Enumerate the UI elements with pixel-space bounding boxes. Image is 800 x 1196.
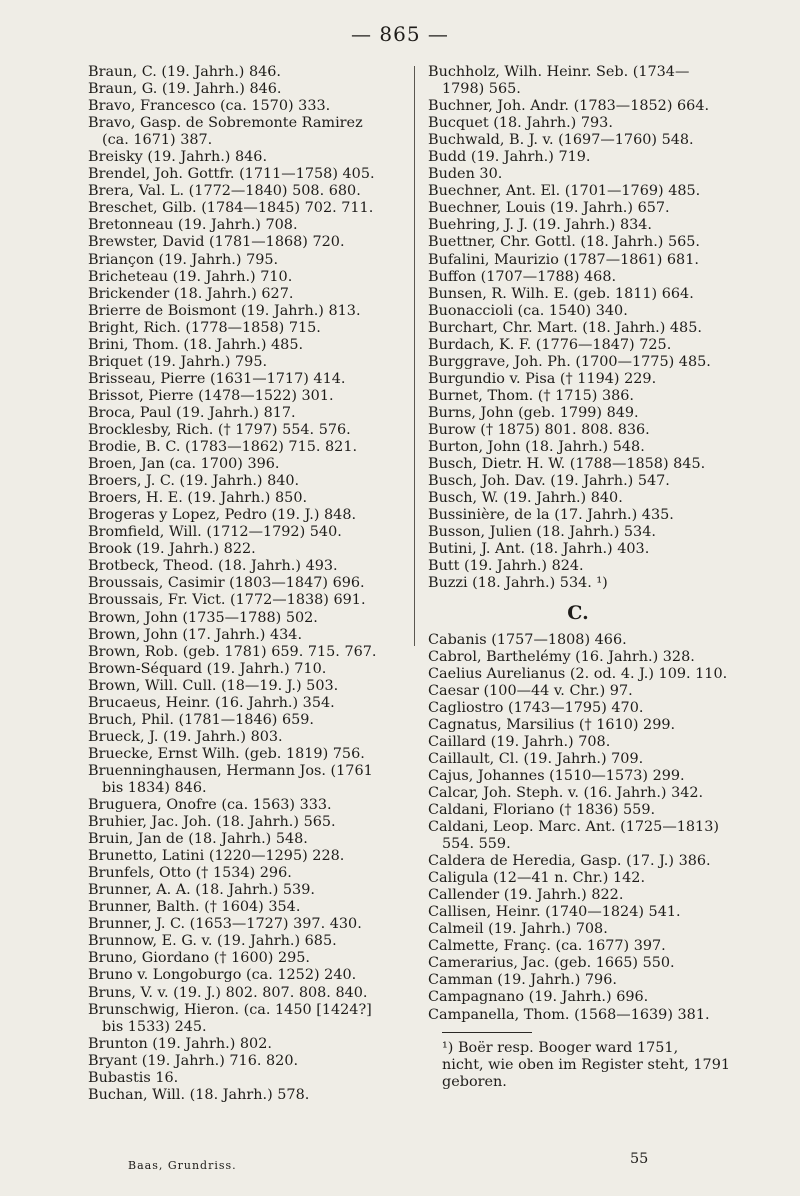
index-entry: Brown, John (17. Jahrh.) 434. — [88, 626, 303, 643]
column-divider — [414, 66, 415, 646]
index-entry: Broen, Jan (ca. 1700) 396. — [88, 456, 280, 473]
index-entry: Broussais, Casimir (1803—1847) 696. — [88, 575, 365, 592]
index-entry: Brunetto, Latini (1220—1295) 228. — [88, 848, 345, 865]
index-entry: Camerarius, Jac. (geb. 1665) 550. — [428, 955, 675, 972]
index-entry: Bright, Rich. (1778—1858) 715. — [88, 319, 321, 336]
printer-signature: Baas, Grundriss. — [128, 1159, 237, 1172]
index-entry: Bufalini, Maurizio (1787—1861) 681. — [428, 251, 699, 268]
index-entry: Cagliostro (1743—1795) 470. — [428, 699, 644, 716]
index-entry: Breschet, Gilb. (1784—1845) 702. 711. — [88, 200, 374, 217]
index-entry: Bruno v. Longoburgo (ca. 1252) 240. — [88, 967, 357, 984]
index-entry: Brera, Val. L. (1772—1840) 508. 680. — [88, 183, 361, 200]
right-column-c-entries — [428, 632, 768, 1024]
index-entry: Brewster, David (1781—1868) 720. — [88, 234, 345, 251]
index-entry: Bruin, Jan de (18. Jahrh.) 548. — [88, 831, 308, 848]
index-entry: Brown-Séquard (19. Jahrh.) 710. — [88, 660, 327, 677]
index-entry: Caillard (19. Jahrh.) 708. — [428, 733, 611, 750]
index-entry: Burton, John (18. Jahrh.) 548. — [428, 439, 645, 456]
index-entry: Caligula (12—41 n. Chr.) 142. — [428, 870, 646, 887]
index-entry: Burgundio v. Pisa († 1194) 229. — [428, 370, 657, 387]
index-entry: Campanella, Thom. (1568—1639) 381. — [428, 1006, 710, 1023]
index-entry: Butt (19. Jahrh.) 824. — [428, 558, 584, 575]
index-entry: Caldani, Leop. Marc. Ant. (1725—1813) 554. 559. — [428, 819, 719, 853]
index-entry: Caldani, Floriano († 1836) 559. — [428, 801, 656, 818]
index-entry: Busch, Dietr. H. W. (1788—1858) 845. — [428, 456, 706, 473]
index-entry: Buchholz, Wilh. Heinr. Seb. (1734— 1798) 565. — [428, 64, 690, 98]
index-entry: Bucquet (18. Jahrh.) 793. — [428, 115, 613, 132]
index-entry: Bruns, V. v. (19. J.) 802. 807. 808. 840. — [88, 984, 368, 1001]
index-entry: Burggrave, Joh. Ph. (1700—1775) 485. — [428, 353, 711, 370]
index-entry: Brierre de Boismont (19. Jahrh.) 813. — [88, 302, 361, 319]
index-entry: Burchart, Chr. Mart. (18. Jahrh.) 485. — [428, 319, 702, 336]
index-entry: Brogeras y Lopez, Pedro (19. J.) 848. — [88, 507, 357, 524]
index-entry: Cabanis (1757—1808) 466. — [428, 631, 627, 648]
index-entry: Buffon (1707—1788) 468. — [428, 268, 617, 285]
index-entry: Bryant (19. Jahrh.) 716. 820. — [88, 1052, 299, 1069]
index-entry: Brini, Thom. (18. Jahrh.) 485. — [88, 336, 304, 353]
index-entry: Bruhier, Jac. Joh. (18. Jahrh.) 565. — [88, 814, 336, 831]
index-entry: Brook (19. Jahrh.) 822. — [88, 541, 256, 558]
index-entry: Buonaccioli (ca. 1540) 340. — [428, 302, 628, 319]
index-entry: Budd (19. Jahrh.) 719. — [428, 149, 591, 166]
index-entry: Campagnano (19. Jahrh.) 696. — [428, 989, 649, 1006]
index-entry: Brunnow, E. G. v. (19. Jahrh.) 685. — [88, 933, 337, 950]
index-entry: Callender (19. Jahrh.) 822. — [428, 887, 624, 904]
index-entry: Calcar, Joh. Steph. v. (16. Jahrh.) 342. — [428, 784, 704, 801]
index-entry: Burnet, Thom. († 1715) 386. — [428, 387, 635, 404]
index-entry: Brunton (19. Jahrh.) 802. — [88, 1035, 272, 1052]
index-entry: Bromfield, Will. (1712—1792) 540. — [88, 524, 342, 541]
index-entry: Brown, Rob. (geb. 1781) 659. 715. 767. — [88, 643, 377, 660]
index-entry: Calmette, Franç. (ca. 1677) 397. — [428, 938, 666, 955]
index-entry: Buechner, Louis (19. Jahrh.) 657. — [428, 200, 670, 217]
index-entry: Cajus, Johannes (1510—1573) 299. — [428, 767, 685, 784]
index-entry: Calmeil (19. Jahrh.) 708. — [428, 921, 608, 938]
index-entry: Buchwald, B. J. v. (1697—1760) 548. — [428, 132, 694, 149]
index-entry: Bravo, Gasp. de Sobremonte Ramirez (ca. 1671) 387. — [88, 115, 363, 149]
index-entry: Burns, John (geb. 1799) 849. — [428, 404, 639, 421]
footnote-rule — [442, 1032, 532, 1033]
index-entry: Caelius Aurelianus (2. od. 4. J.) 109. 110. — [428, 665, 728, 682]
index-entry: Brickender (18. Jahrh.) 627. — [88, 285, 294, 302]
index-entry: Broussais, Fr. Vict. (1772—1838) 691. — [88, 592, 366, 609]
index-entry: Bunsen, R. Wilh. E. (geb. 1811) 664. — [428, 285, 694, 302]
index-entry: Bricheteau (19. Jahrh.) 710. — [88, 268, 293, 285]
index-entry: Bruecke, Ernst Wilh. (geb. 1819) 756. — [88, 745, 365, 762]
index-entry: Brueck, J. (19. Jahrh.) 803. — [88, 728, 283, 745]
index-entry: Buzzi (18. Jahrh.) 534. ¹) — [428, 575, 608, 592]
index-entry: Briançon (19. Jahrh.) 795. — [88, 251, 279, 268]
index-entry: Caillault, Cl. (19. Jahrh.) 709. — [428, 750, 644, 767]
index-entry: Bussinière, de la (17. Jahrh.) 435. — [428, 507, 674, 524]
index-entry: Buden 30. — [428, 166, 503, 183]
index-entry: Broca, Paul (19. Jahrh.) 817. — [88, 404, 296, 421]
index-entry: Bravo, Francesco (ca. 1570) 333. — [88, 98, 331, 115]
index-entry: Breisky (19. Jahrh.) 846. — [88, 149, 268, 166]
footnote: ¹) Boër resp. Booger ward 1751, nicht, wie oben im Register steht, 1791 geboren. — [442, 1039, 731, 1090]
index-entry: Buchner, Joh. Andr. (1783—1852) 664. — [428, 98, 710, 115]
page-number: — 865 — — [351, 22, 449, 46]
index-entry: Burow († 1875) 801. 808. 836. — [428, 421, 650, 438]
left-column — [88, 64, 406, 1104]
index-entry: Broers, H. E. (19. Jahrh.) 850. — [88, 490, 308, 507]
index-entry: Brendel, Joh. Gottfr. (1711—1758) 405. — [88, 166, 375, 183]
index-entry: Broers, J. C. (19. Jahrh.) 840. — [88, 473, 300, 490]
index-entry: Briquet (19. Jahrh.) 795. — [88, 353, 268, 370]
index-entry: Buehring, J. J. (19. Jahrh.) 834. — [428, 217, 652, 234]
index-entry: Bretonneau (19. Jahrh.) 708. — [88, 217, 298, 234]
index-entry: Callisen, Heinr. (1740—1824) 541. — [428, 904, 681, 921]
index-entry: Brunner, A. A. (18. Jahrh.) 539. — [88, 882, 315, 899]
index-entry: Cabrol, Barthelémy (16. Jahrh.) 328. — [428, 648, 695, 665]
index-entry: Brunner, J. C. (1653—1727) 397. 430. — [88, 916, 362, 933]
sheet-number: 55 — [630, 1151, 649, 1167]
index-entry: Bubastis 16. — [88, 1069, 179, 1086]
index-entry: Brown, Will. Cull. (18—19. J.) 503. — [88, 677, 339, 694]
index-entry: Brunfels, Otto († 1534) 296. — [88, 865, 292, 882]
index-entry: Bruno, Giordano († 1600) 295. — [88, 950, 310, 967]
index-entry: Brown, John (1735—1788) 502. — [88, 609, 318, 626]
index-entry: Cagnatus, Marsilius († 1610) 299. — [428, 716, 676, 733]
index-entry: Caesar (100—44 v. Chr.) 97. — [428, 682, 633, 699]
index-entry: Brucaeus, Heinr. (16. Jahrh.) 354. — [88, 694, 335, 711]
index-entry: Bruch, Phil. (1781—1846) 659. — [88, 711, 314, 728]
index-entry: Braun, C. (19. Jahrh.) 846. — [88, 64, 282, 80]
index-entry: Busch, W. (19. Jahrh.) 840. — [428, 490, 623, 507]
right-column-b-entries — [428, 64, 768, 592]
section-letter: C. — [567, 602, 589, 625]
index-entry: Brotbeck, Theod. (18. Jahrh.) 493. — [88, 558, 338, 575]
index-entry: Brunner, Balth. († 1604) 354. — [88, 899, 301, 916]
index-entry: Butini, J. Ant. (18. Jahrh.) 403. — [428, 541, 650, 558]
index-entry: Bruenninghausen, Hermann Jos. (1761 bis 1834) 846. — [88, 762, 373, 796]
index-entry: Braun, G. (19. Jahrh.) 846. — [88, 81, 282, 98]
index-entry: Camman (19. Jahrh.) 796. — [428, 972, 617, 989]
index-entry: Burdach, K. F. (1776—1847) 725. — [428, 336, 672, 353]
index-entry: Brissot, Pierre (1478—1522) 301. — [88, 387, 334, 404]
index-entry: Brocklesby, Rich. († 1797) 554. 576. — [88, 421, 351, 438]
index-entry: Buettner, Chr. Gottl. (18. Jahrh.) 565. — [428, 234, 701, 251]
index-entry: Brodie, B. C. (1783—1862) 715. 821. — [88, 439, 358, 456]
index-entry: Bruguera, Onofre (ca. 1563) 333. — [88, 797, 332, 814]
index-entry: Brunschwig, Hieron. (ca. 1450 [1424?] bis 1533) 245. — [88, 1001, 372, 1035]
index-entry: Buchan, Will. (18. Jahrh.) 578. — [88, 1086, 310, 1103]
index-entry: Brisseau, Pierre (1631—1717) 414. — [88, 370, 346, 387]
index-entry: Busson, Julien (18. Jahrh.) 534. — [428, 524, 656, 541]
index-entry: Caldera de Heredia, Gasp. (17. J.) 386. — [428, 853, 711, 870]
right-column — [428, 64, 768, 1091]
index-entry: Busch, Joh. Dav. (19. Jahrh.) 547. — [428, 473, 670, 490]
index-entry: Buechner, Ant. El. (1701—1769) 485. — [428, 183, 701, 200]
